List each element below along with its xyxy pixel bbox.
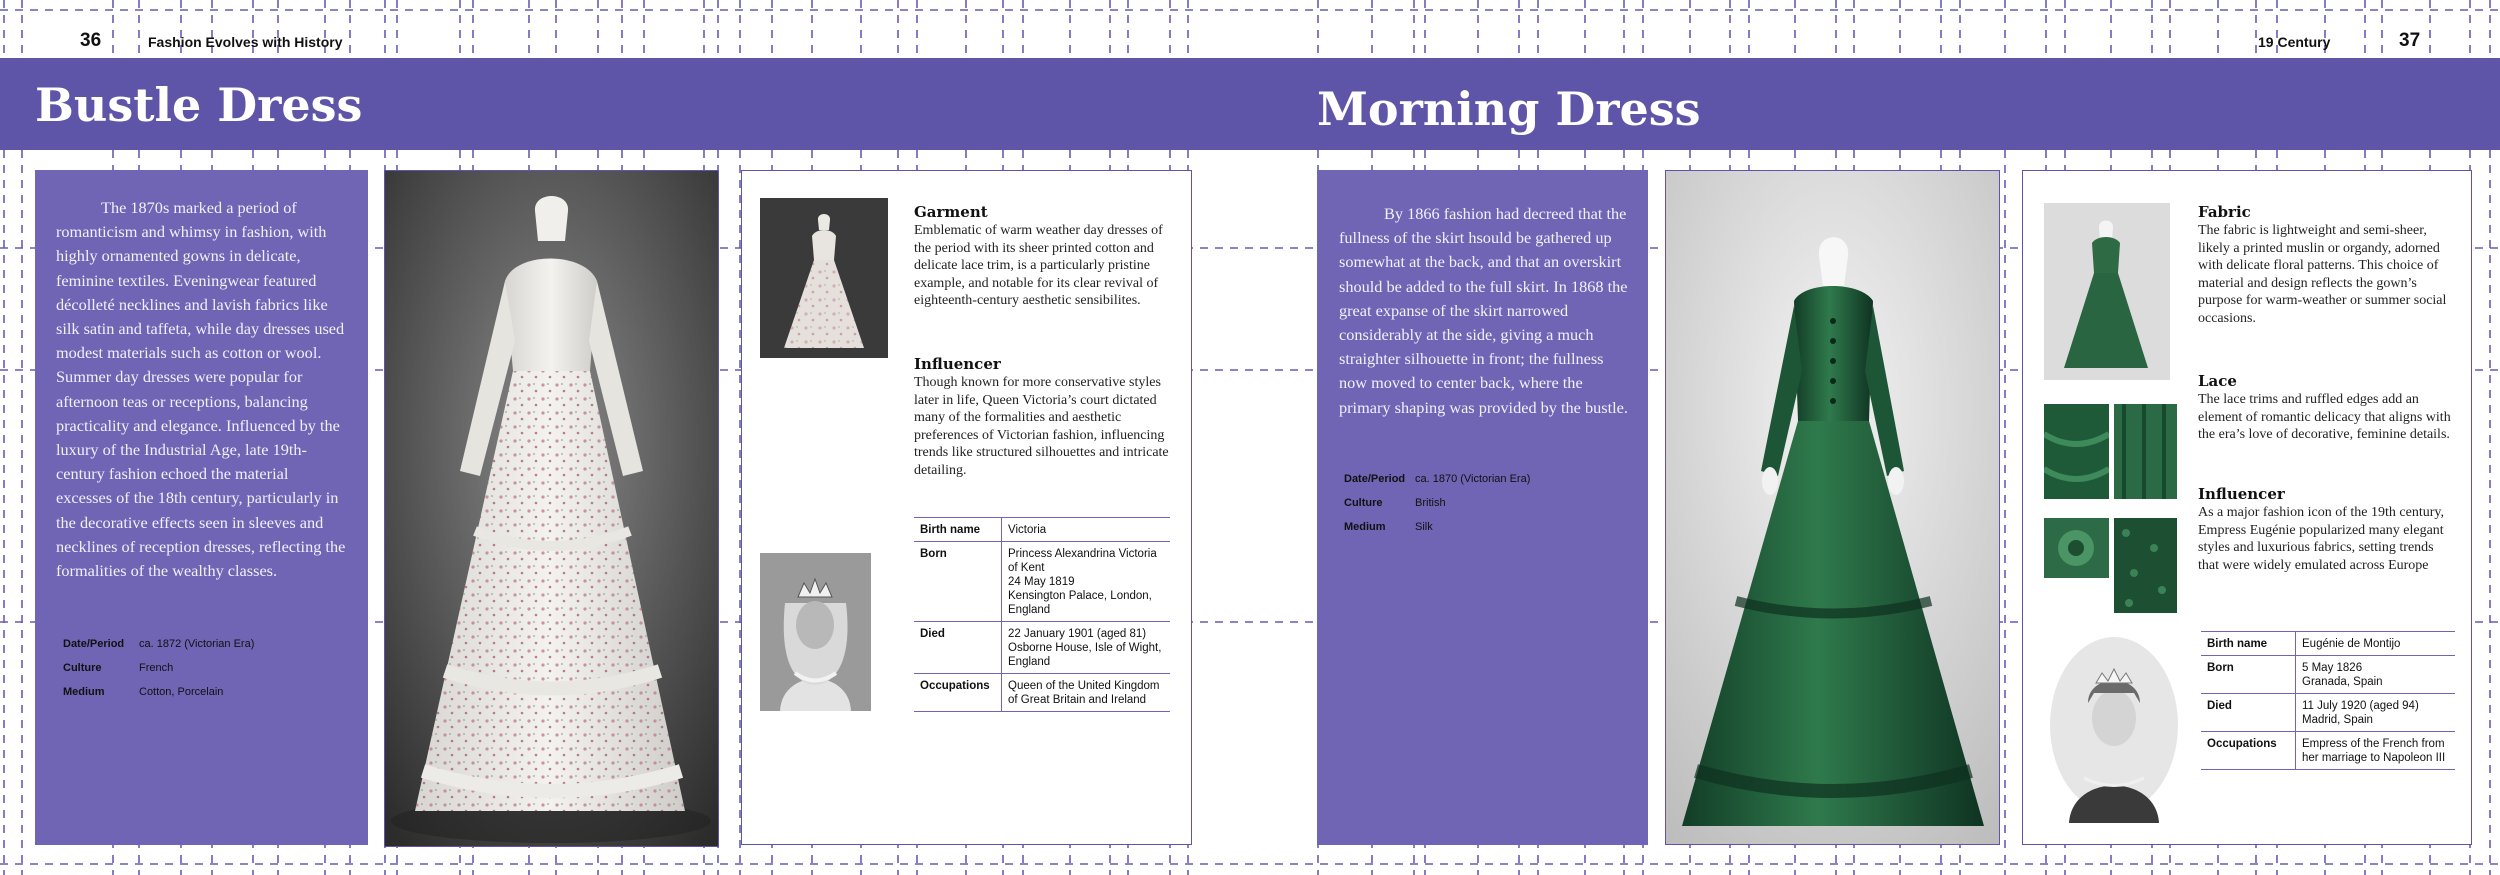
bio-row xyxy=(914,542,1170,622)
bio-row xyxy=(914,674,1170,712)
right-page-title: Morning Dress xyxy=(1317,82,1701,136)
bio-value: Eugénie de Montijo xyxy=(2296,632,2456,656)
victoria-bio-table xyxy=(914,517,1170,712)
morning-dress-photo xyxy=(1665,170,2000,845)
meta-key: Culture xyxy=(63,662,102,674)
left-page-number: 36 xyxy=(80,30,102,51)
fabric-thumbnail xyxy=(2044,203,2170,380)
bio-row xyxy=(914,518,1170,542)
influencer-heading-right: Influencer xyxy=(2198,485,2285,503)
bio-key: Occupations xyxy=(2201,732,2296,770)
garment-section xyxy=(914,202,1172,310)
influencer-section-right xyxy=(2198,484,2453,574)
meta-key: Medium xyxy=(1344,521,1386,533)
queen-victoria-portrait xyxy=(760,553,871,711)
bio-row xyxy=(914,622,1170,674)
bio-key: Born xyxy=(914,542,1002,622)
lace-detail-image-1 xyxy=(2044,404,2109,499)
bio-key: Occupations xyxy=(914,674,1002,712)
left-running-title: Fashion Evolves with History xyxy=(148,34,343,50)
meta-key: Culture xyxy=(1344,497,1383,509)
fabric-heading: Fabric xyxy=(2198,203,2251,221)
meta-key: Medium xyxy=(63,686,105,698)
bio-value: 11 July 1920 (aged 94) Madrid, Spain xyxy=(2296,694,2456,732)
meta-row xyxy=(63,662,363,686)
influencer-text-right: As a major fashion icon of the 19th century, Empress Eugénie popularized many elegant styles and luxurious fabrics, setting trends that were widely emulated across Europe xyxy=(2198,505,2444,573)
meta-row xyxy=(63,638,363,662)
influencer-section xyxy=(914,354,1172,480)
meta-row xyxy=(1344,497,1634,521)
eugenie-bio-table xyxy=(2201,631,2455,770)
garment-heading: Garment xyxy=(914,203,988,221)
influencer-text: Though known for more conservative styles later in life, Queen Victoria’s court dictated many of the formalities and aesthetic preferences of Victorian fashion, influencing trends like structured silhouettes and intricate detailing. xyxy=(914,375,1169,478)
fabric-text: The fabric is lightweight and semi-sheer, likely a printed muslin or organdy, adorned with delicate floral patterns. This choice of material and design reflects the gown’s purpose for warm-weather or summer social occasions. xyxy=(2198,223,2447,326)
meta-value: ca. 1872 (Victorian Era) xyxy=(139,638,255,650)
right-intro-text: By 1866 fashion had decreed that the fullness of the skirt hsould be gathered up somewhat at the back, and that an overskirt should be added to the full skirt. In 1868 the great expanse of the skirt narrowed considerably at the side, giving a much straighter silhouette in front; the fullness now moved to center back, where the primary shaping was provided by the bustle. xyxy=(1339,204,1628,417)
fabric-section xyxy=(2198,202,2453,328)
right-meta xyxy=(1344,473,1634,545)
bio-value: Queen of the United Kingdom of Great Britain and Ireland xyxy=(1002,674,1171,712)
meta-key: Date/Period xyxy=(1344,473,1406,485)
meta-row xyxy=(63,686,363,710)
bio-key: Birth name xyxy=(2201,632,2296,656)
bio-key: Birth name xyxy=(914,518,1002,542)
bio-row xyxy=(2201,732,2455,770)
lace-detail-image-3 xyxy=(2044,518,2109,578)
meta-value: French xyxy=(139,662,174,674)
garment-thumbnail xyxy=(760,198,888,358)
bio-value: 22 January 1901 (aged 81) Osborne House, Isle of Wight, England xyxy=(1002,622,1171,674)
meta-row xyxy=(1344,521,1634,545)
lace-detail-image-2 xyxy=(2114,404,2177,499)
bio-row xyxy=(2201,656,2455,694)
lace-heading: Lace xyxy=(2198,372,2237,390)
title-band xyxy=(0,58,2500,150)
lace-section xyxy=(2198,371,2453,444)
bio-key: Died xyxy=(2201,694,2296,732)
meta-value: Cotton, Porcelain xyxy=(139,686,224,698)
meta-value: British xyxy=(1415,497,1446,509)
left-page-title: Bustle Dress xyxy=(35,78,363,132)
bio-key: Born xyxy=(2201,656,2296,694)
lace-text: The lace trims and ruffled edges add an element of romantic delicacy that aligns with the era’s love of decorative, feminine details. xyxy=(2198,392,2451,443)
meta-row xyxy=(1344,473,1634,497)
right-page-number: 37 xyxy=(2399,30,2421,51)
bio-value: Victoria xyxy=(1002,518,1171,542)
bio-key: Died xyxy=(914,622,1002,674)
bio-row xyxy=(2201,632,2455,656)
lace-detail-image-4 xyxy=(2114,518,2177,613)
bio-value: Princess Alexandrina Victoria of Kent 24 May 1819 Kensington Palace, London, England xyxy=(1002,542,1171,622)
meta-value: Silk xyxy=(1415,521,1433,533)
influencer-heading: Influencer xyxy=(914,355,1001,373)
garment-text: Emblematic of warm weather day dresses of the period with its sheer printed cotton and delicate lace trim, is a particularly pristine example, and notable for its clear revival of eighteenth-century aesthetic sensibilites. xyxy=(914,223,1163,309)
left-intro-text: The 1870s marked a period of romanticism and whimsy in fashion, with highly ornamented gowns in delicate, feminine textiles. Eveningwear featured décolleté necklines and lavish fabrics like silk satin and taffeta, while day dresses used modest materials such as cotton or wool. Summer day dresses were popular for afternoon teas or receptions, balancing practicality and elegance. Influenced by the luxury of the Industrial Age, late 19th-century fashion echoed the material excesses of the 18th century, particularly in the decorative effects seen in sleeves and necklines of reception dresses, reflecting the formalities of the wealthy classes. xyxy=(56,198,346,581)
bio-value: 5 May 1826 Granada, Spain xyxy=(2296,656,2456,694)
right-running-title: 19 Century xyxy=(2258,34,2331,50)
bio-value: Empress of the French from her marriage to Napoleon III xyxy=(2296,732,2456,770)
bustle-dress-photo xyxy=(384,170,719,847)
meta-key: Date/Period xyxy=(63,638,125,650)
left-meta xyxy=(63,638,363,710)
empress-eugenie-portrait xyxy=(2044,633,2184,823)
meta-value: ca. 1870 (Victorian Era) xyxy=(1415,473,1531,485)
bio-row xyxy=(2201,694,2455,732)
